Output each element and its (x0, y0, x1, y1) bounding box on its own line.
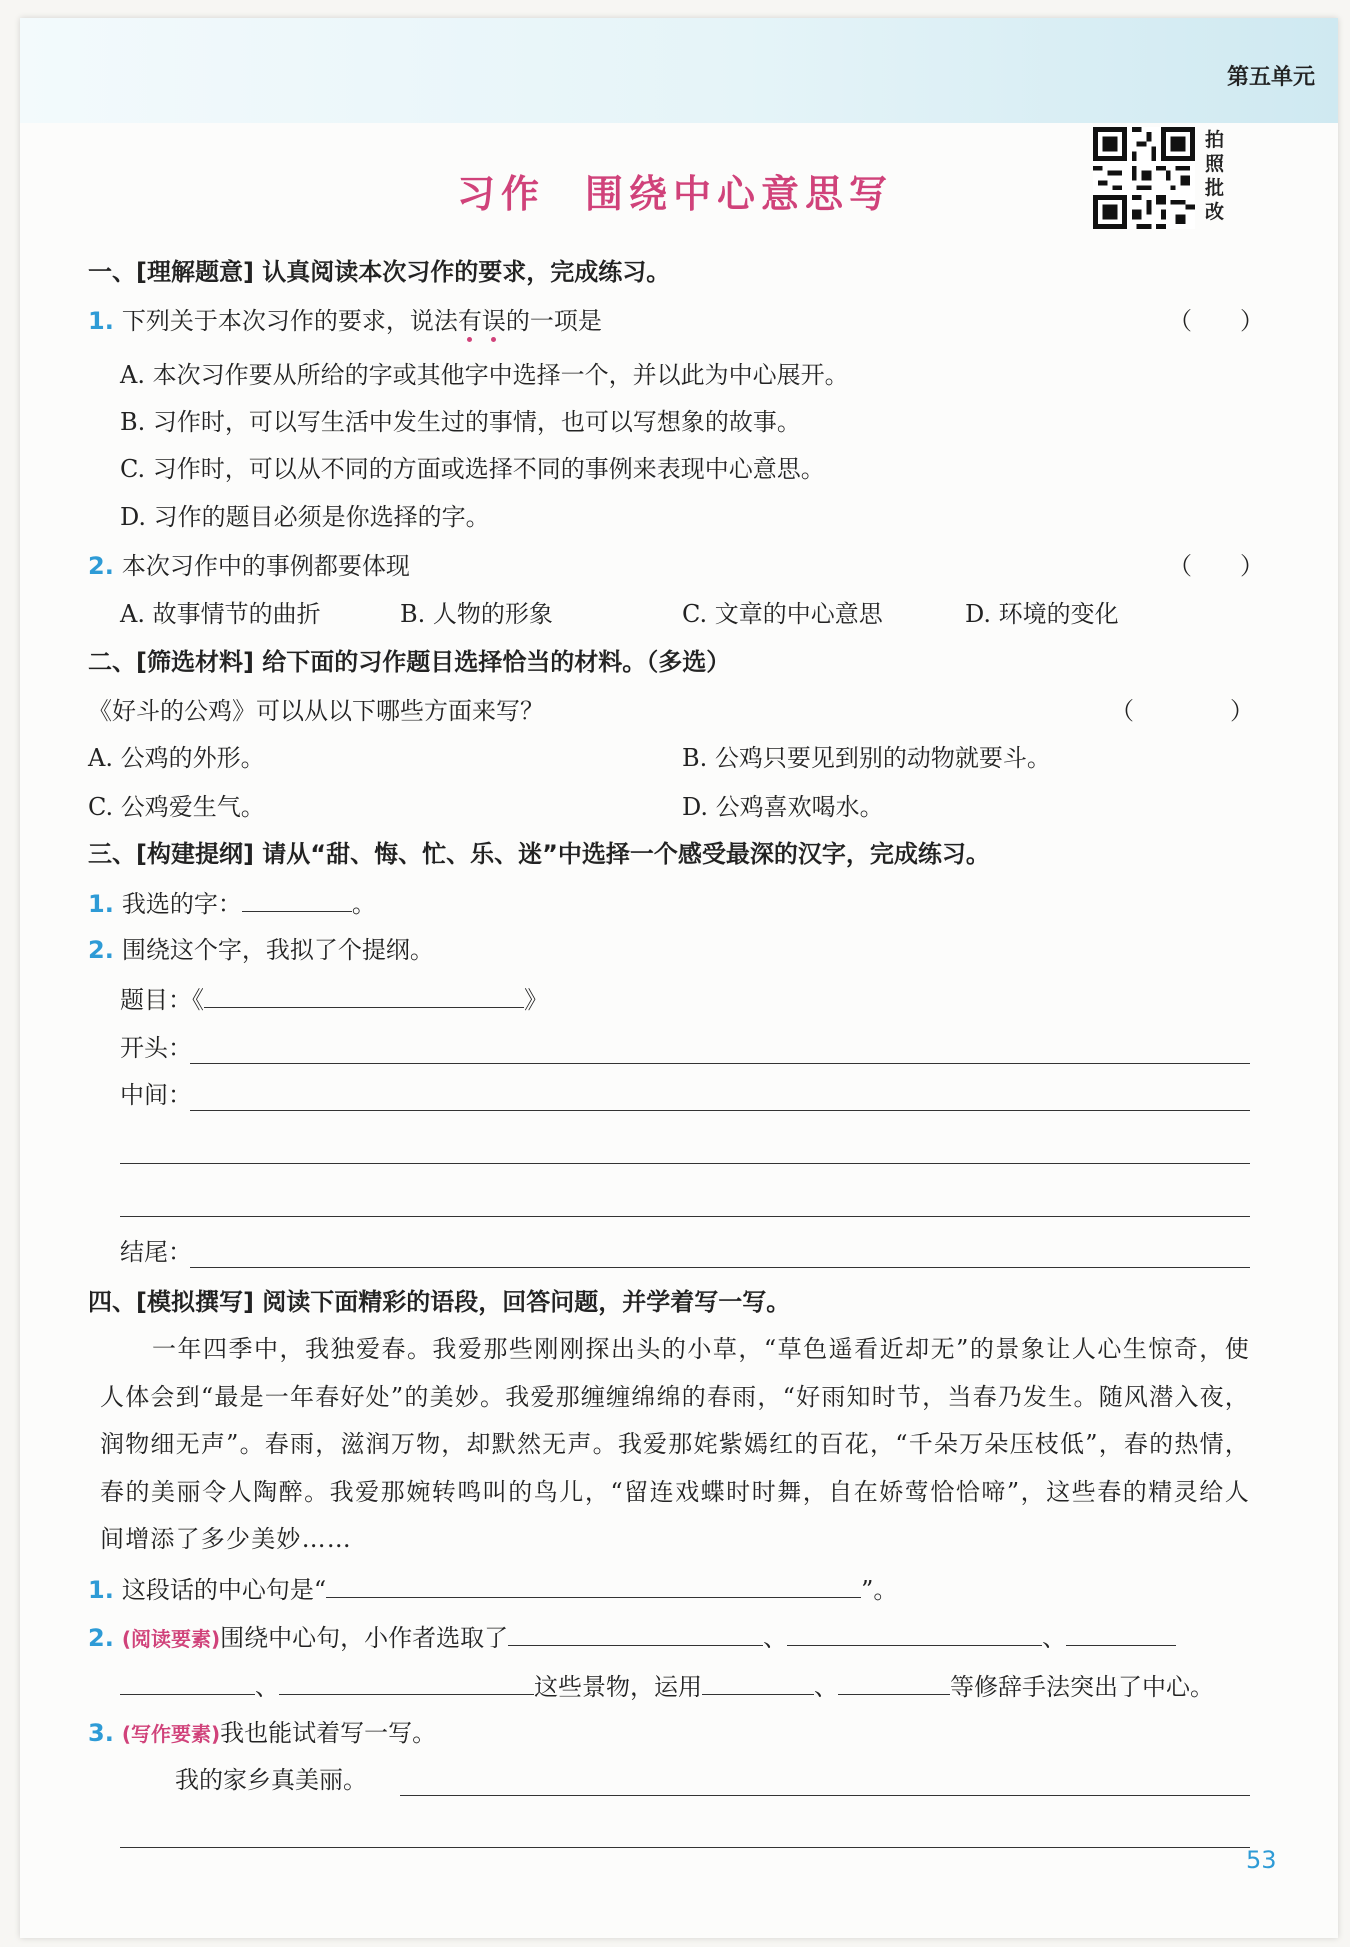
answer-parentheses[interactable]: （ ） (1110, 697, 1254, 725)
question-end: ”。 (861, 1576, 898, 1604)
outline-title-row (120, 983, 548, 1015)
unit-label: 第五单元 (1226, 65, 1315, 90)
outline-opening-line[interactable] (190, 1063, 1250, 1064)
separator: 、 (1042, 1624, 1067, 1652)
scenery-blank[interactable] (1066, 1621, 1176, 1646)
question-number: 1. (88, 307, 114, 335)
option-d[interactable]: D. 习作的题目必须是你选择的字。 (120, 503, 490, 531)
rhetoric-blank[interactable] (702, 1670, 814, 1695)
s1-question-2 (88, 551, 410, 581)
title-part1: 习作 (456, 172, 545, 216)
option-d[interactable]: D. 公鸡喜欢喝水。 (682, 793, 884, 821)
question-text: 这些景物，运用 (534, 1673, 702, 1701)
reading-tag: (阅读要素) (121, 1627, 221, 1651)
outline-middle-line[interactable] (190, 1110, 1250, 1111)
question-text: 我选的字： (121, 890, 242, 918)
chosen-char-blank[interactable] (242, 887, 352, 912)
separator: 、 (814, 1673, 838, 1701)
option-d[interactable]: D. 环境的变化 (965, 600, 1119, 628)
question-number: 1. (88, 890, 114, 918)
s4-question-3 (88, 1718, 436, 1749)
writing-prompt: 我的家乡真美丽。 (175, 1766, 367, 1794)
rhetoric-blank[interactable] (838, 1670, 950, 1695)
qr-code-icon[interactable] (1093, 127, 1195, 229)
scenery-blank[interactable] (787, 1621, 1042, 1646)
reading-passage (100, 1326, 1250, 1564)
page-number: 53 (1246, 1846, 1277, 1874)
passage-text: 一年四季中，我独爱春。我爱那些刚刚探出头的小草，“草色遥看近却无”的景象让人心生惊奇，使人体会到“最是一年春好处”的美妙。我爱那缠缠绵绵的春雨，“好雨知时节，当春乃发生。随风潜入夜，润物细无声”。春雨，滋润万物，却默然无声。我爱那姹紫嫣红的百花，“千朵万朵压枝低”，春的热情，春的美丽令人陶醉。我爱那婉转鸣叫的鸟儿，“留连戏蝶时时舞，自在娇莺恰恰啼”，这些春的精灵给人间增添了多少美妙…… (100, 1335, 1250, 1553)
option-a[interactable]: A. 故事情节的曲折 (120, 600, 321, 628)
outline-title-blank[interactable] (204, 983, 524, 1008)
title-part2: 围绕中心意思写 (585, 172, 894, 216)
section4-heading: 四、[模拟撰写] 阅读下面精彩的语段，回答问题，并学着写一写。 (88, 1288, 791, 1316)
question-text: 围绕中心句，小作者选取了 (220, 1624, 509, 1652)
question-text: 的一项是 (505, 307, 602, 335)
central-sentence-blank[interactable] (326, 1573, 861, 1598)
outline-title-end: 》 (524, 986, 548, 1014)
option-c[interactable]: C. 公鸡爱生气。 (88, 793, 265, 821)
emphasis-char: 有 (457, 307, 482, 335)
writing-tag: (写作要素) (121, 1722, 221, 1746)
question-text: 等修辞手法突出了中心。 (950, 1673, 1214, 1701)
scenery-blank[interactable] (508, 1621, 763, 1646)
outline-opening-label: 开头： (120, 1034, 192, 1062)
answer-parentheses[interactable]: （ ） (1168, 552, 1264, 580)
qr-label-char: 改 (1205, 201, 1225, 223)
header-band (20, 18, 1338, 123)
question-number: 2. (88, 936, 114, 964)
section2-heading: 二、[筛选材料] 给下面的习作题目选择恰当的材料。（多选） (88, 648, 731, 676)
s3-question-2 (88, 935, 434, 965)
writing-line[interactable] (400, 1795, 1250, 1796)
s4-question-2-cont (120, 1670, 1214, 1702)
option-c[interactable]: C. 文章的中心意思 (682, 600, 883, 628)
option-c[interactable]: C. 习作时，可以从不同的方面或选择不同的事例来表现中心意思。 (120, 455, 825, 483)
section3-heading: 三、[构建提纲] 请从“甜、悔、忙、乐、迷”中选择一个感受最深的汉字，完成练习。 (88, 840, 990, 868)
option-a[interactable]: A. 公鸡的外形。 (88, 744, 265, 772)
s4-question-2 (88, 1621, 1176, 1654)
option-b[interactable]: B. 习作时，可以写生活中发生过的事情，也可以写想象的故事。 (120, 408, 801, 436)
s3-question-1 (88, 887, 376, 919)
question-number: 2. (88, 552, 114, 580)
s2-question: 《好斗的公鸡》可以从以下哪些方面来写？ (88, 697, 544, 725)
option-b[interactable]: B. 人物的形象 (400, 600, 553, 628)
qr-label-char: 批 (1205, 177, 1225, 199)
question-text: 围绕这个字，我拟了个提纲。 (121, 936, 434, 964)
question-text: 下列关于本次习作的要求，说法 (121, 307, 458, 335)
qr-label-char: 拍 (1205, 129, 1225, 151)
question-number: 3. (88, 1719, 114, 1747)
question-number: 2. (88, 1624, 114, 1652)
question-text: 本次习作中的事例都要体现 (121, 552, 410, 580)
question-number: 1. (88, 1576, 114, 1604)
qr-label (1205, 128, 1231, 224)
outline-ending-label: 结尾： (120, 1238, 192, 1266)
s4-question-1 (88, 1573, 897, 1605)
emphasis-char: 误 (481, 307, 506, 335)
separator: 、 (763, 1624, 788, 1652)
answer-parentheses[interactable]: （ ） (1168, 307, 1264, 335)
outline-middle-line[interactable] (120, 1163, 1250, 1164)
writing-line[interactable] (120, 1847, 1250, 1848)
outline-title-label: 题目：《 (120, 986, 204, 1014)
scenery-blank[interactable] (279, 1670, 534, 1695)
question-text: 这段话的中心句是“ (121, 1576, 327, 1604)
separator: 、 (255, 1673, 279, 1701)
question-end: 。 (351, 890, 376, 918)
outline-middle-label: 中间： (120, 1081, 192, 1109)
outline-ending-line[interactable] (190, 1267, 1250, 1268)
qr-label-char: 照 (1205, 153, 1225, 175)
option-a[interactable]: A. 本次习作要从所给的字或其他字中选择一个，并以此为中心展开。 (120, 361, 849, 389)
s1-question-1 (88, 306, 602, 336)
scenery-blank[interactable] (120, 1670, 255, 1695)
question-text: 我也能试着写一写。 (220, 1719, 437, 1747)
outline-middle-line[interactable] (120, 1216, 1250, 1217)
option-b[interactable]: B. 公鸡只要见到别的动物就要斗。 (682, 744, 1051, 772)
section1-heading: 一、[理解题意] 认真阅读本次习作的要求，完成练习。 (88, 258, 671, 286)
